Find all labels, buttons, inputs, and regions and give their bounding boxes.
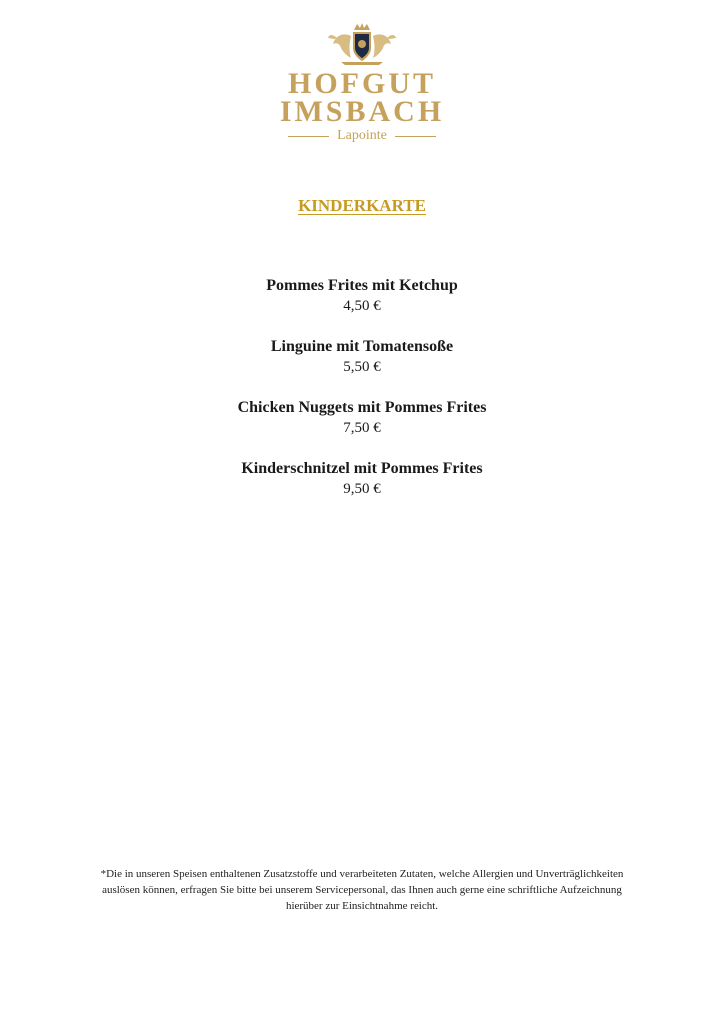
menu-item-name: Kinderschnitzel mit Pommes Frites bbox=[241, 460, 483, 477]
menu-item bbox=[0, 337, 724, 398]
brand-name-line2: IMSBACH bbox=[279, 95, 445, 128]
menu-item-price: 9,50 € bbox=[343, 481, 381, 497]
menu-item-name: Chicken Nuggets mit Pommes Frites bbox=[237, 399, 487, 416]
allergen-footnote: *Die in unseren Speisen enthaltenen Zusatzstoffe und verarbeiteten Zutaten, welche Allergien und Unverträglichkeiten auslösen können, erfragen Sie bitte bei unserem Servicepersonal, das Ihnen auch gerne eine schriftliche Aufzeichnung hierüber zur Einsichtnahme reicht. bbox=[100, 868, 624, 912]
menu-item bbox=[0, 276, 724, 337]
divider bbox=[288, 136, 329, 137]
brand-name-line1: HOFGUT bbox=[287, 67, 436, 100]
crest-with-griffins-icon bbox=[327, 22, 397, 66]
menu-item-price: 7,50 € bbox=[343, 420, 381, 436]
menu-item bbox=[0, 398, 724, 459]
menu-item bbox=[0, 459, 724, 520]
menu-item-price: 5,50 € bbox=[343, 359, 381, 375]
menu-list bbox=[0, 276, 724, 520]
divider bbox=[395, 136, 436, 137]
page-title: KINDERKARTE bbox=[298, 196, 426, 215]
menu-item-name: Pommes Frites mit Ketchup bbox=[266, 277, 458, 294]
brand-logo bbox=[0, 22, 724, 144]
menu-item-price: 4,50 € bbox=[343, 298, 381, 314]
brand-subline bbox=[288, 128, 436, 144]
brand-subline-text: Lapointe bbox=[337, 128, 387, 143]
menu-item-name: Linguine mit Tomatensoße bbox=[270, 338, 454, 355]
